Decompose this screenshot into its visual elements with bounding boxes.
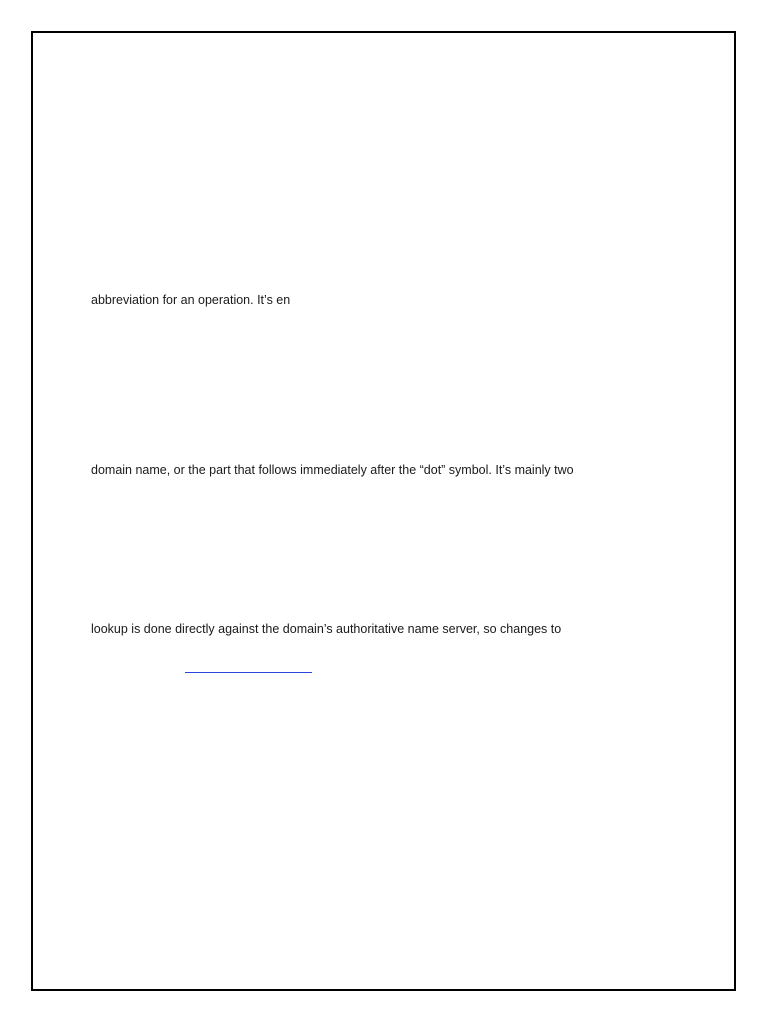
text-line: abbreviation for an operation. It’s en <box>91 293 291 307</box>
text-line: domain name, or the part that follows immediately after the “dot” symbol. It’s mainly two <box>91 463 574 477</box>
text-line: lookup is done directly against the domain’s authoritative name server, so changes to <box>91 622 562 636</box>
document-page <box>31 31 736 991</box>
hyperlink-underline[interactable] <box>185 672 312 673</box>
